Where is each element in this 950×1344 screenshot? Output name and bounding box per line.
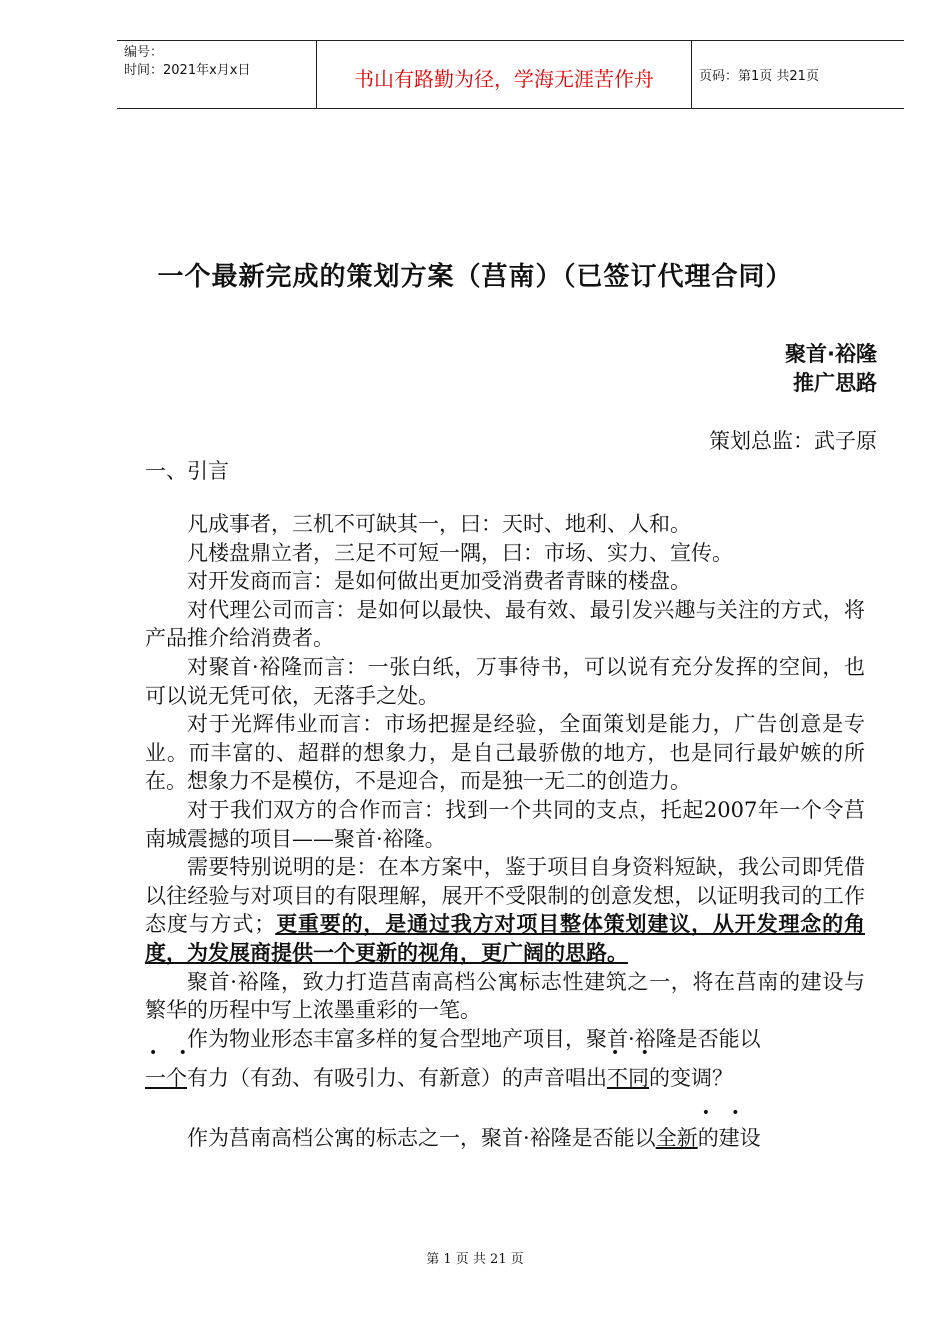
- page-info: 页码：第1页 共21页: [699, 69, 819, 84]
- header-motto-cell: [316, 41, 692, 108]
- project-subtitle: 推广思路: [793, 371, 877, 395]
- paragraph: 凡成事者，三机不可缺其一，曰：天时、地利、人和。: [187, 512, 691, 536]
- serial-label: 编号：: [124, 45, 164, 60]
- section-heading: 一、引言: [145, 459, 229, 483]
- question-text: 作为莒南高档公寓的标志之一，聚首·裕隆是否能以: [187, 1126, 656, 1151]
- paragraph-special-note: [145, 853, 865, 967]
- motto: 书山有路勤为径，学海无涯苦作舟: [354, 67, 654, 91]
- paragraph: 对开发商而言：是如何做出更加受消费者青睐的楼盘。: [187, 569, 691, 594]
- paragraph: 作为物业形态丰富多样的复合型地产项目，聚首·裕隆是否能以: [187, 1026, 761, 1051]
- question-end: 的建设: [697, 1126, 761, 1151]
- note-text: 需要特别说明的是：在本方案中，鉴于项目自身资料短缺，我公司即凭借以往经验与对项目的有限理解，展开不受限制的创意发想，以证明我司的工作态度与方式；: [145, 855, 865, 937]
- document-body: [145, 510, 865, 1163]
- paragraph-question: [145, 1053, 865, 1103]
- project-name: 聚首·裕隆: [785, 342, 877, 366]
- paragraph: 聚首·裕隆，致力打造莒南高档公寓标志性建筑之一，将在莒南的建设与繁华的历程中写上浓墨重彩的一笔。: [145, 969, 865, 1023]
- emphasis-dotted: • • 一个: [145, 1066, 187, 1090]
- document-title: 一个最新完成的策划方案（莒南）（已签订代理合同）: [157, 262, 793, 292]
- question-end: 的变调？: [649, 1066, 733, 1091]
- header-page-cell: [691, 41, 904, 108]
- header-table: [117, 40, 904, 109]
- emphasis-dotted: • • 全新: [656, 1126, 698, 1150]
- paragraph: 凡楼盘鼎立者，三足不可短一隅，曰：市场、实力、宣传。: [187, 540, 733, 565]
- paragraph: 对于光辉伟业而言：市场把握是经验，全面策划是能力，广告创意是专业。而丰富的、超群的想象力，是自己最骄傲的地方，也是同行最妒嫉的所在。想象力不是模仿，不是迎合，而是独一无二的创造力。: [145, 712, 865, 794]
- time-label: 时间：2021年x月x日: [124, 63, 251, 78]
- paragraph: 对于我们双方的合作而言：找到一个共同的支点，托起2007年一个令莒南城震撼的项目——聚首·裕隆。: [145, 797, 865, 851]
- paragraph-question: [145, 1113, 865, 1163]
- director-line: 策划总监：武子原: [709, 429, 877, 453]
- question-text: 有力（有劲、有吸引力、有新意）的声音唱出: [187, 1066, 607, 1091]
- paragraph: 对代理公司而言：是如何以最快、最有效、最引发兴趣与关注的方式，将产品推介给消费者。: [145, 597, 865, 651]
- paragraph: 对聚首·裕隆而言：一张白纸，万事待书，可以说有充分发挥的空间，也可以说无凭可依，无落手之处。: [145, 654, 865, 708]
- emphasis-dotted: • • 不同: [607, 1066, 649, 1090]
- header-meta-cell: [117, 41, 316, 108]
- page-footer: 第 1 页 共 21 页: [426, 1252, 524, 1267]
- note-emphasis: 更重要的，是通过我方对项目整体策划建议，从开发理念的角度，为发展商提供一个更新的视角，更广阔的思路。: [145, 912, 865, 965]
